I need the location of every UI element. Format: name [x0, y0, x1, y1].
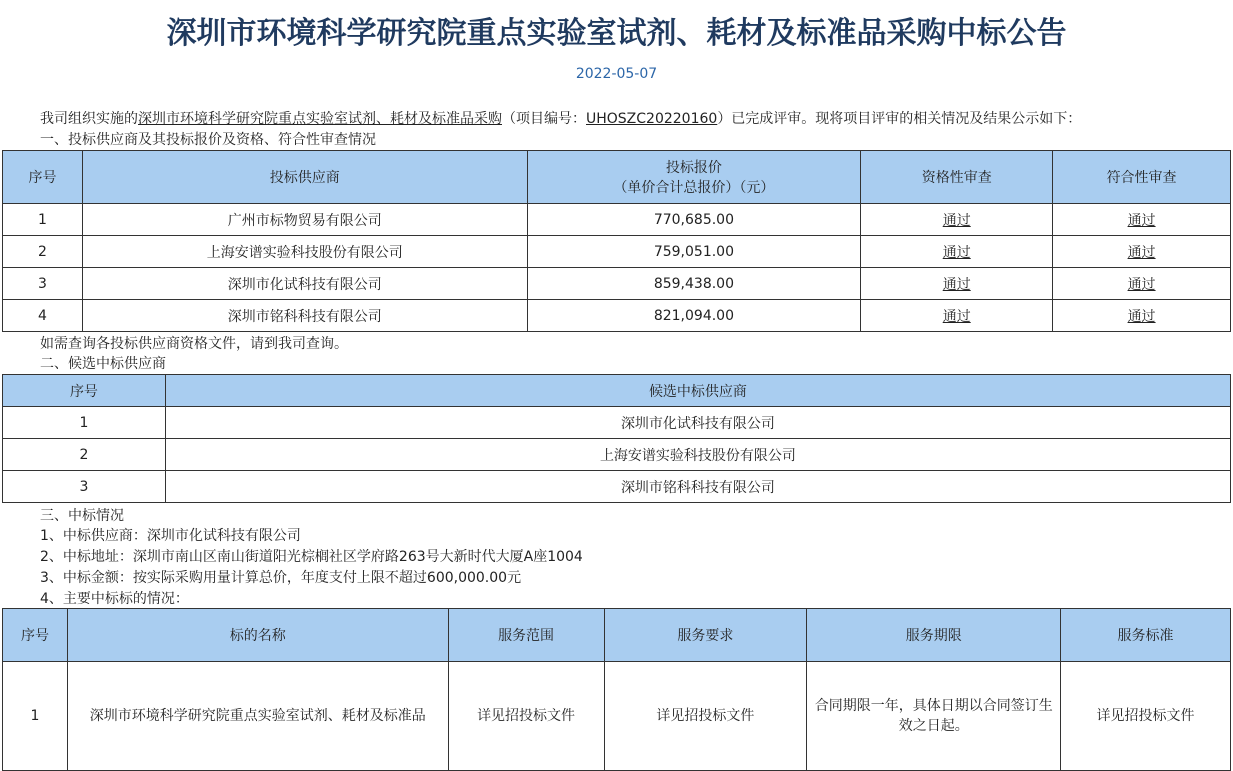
price-header-line2: （单价合计总报价）（元）	[613, 180, 775, 196]
row-qualification: 通过	[861, 300, 1053, 332]
section1-heading: 一、投标供应商及其投标报价及资格、符合性审查情况	[40, 132, 376, 148]
intro-paragraph	[40, 110, 1081, 128]
row-candidate: 上海安谱实验科技股份有限公司	[165, 439, 1230, 471]
section1-note: 如需查询各投标供应商资格文件，请到我司查询。	[40, 336, 348, 352]
col-header-no: 序号	[3, 375, 166, 407]
row-compliance: 通过	[1053, 204, 1231, 236]
col-header-scope: 服务范围	[448, 609, 604, 662]
publish-date: 2022-05-07	[575, 66, 658, 82]
col-header-supplier: 投标供应商	[82, 151, 527, 204]
row-price: 821,094.00	[527, 300, 861, 332]
award-items-table	[2, 608, 1231, 771]
table-row	[3, 236, 1231, 268]
amount-line: 3、中标金额：按实际采购用量计算总价，年度支付上限不超过600,000.00元	[40, 570, 522, 586]
table-row	[3, 204, 1231, 236]
col-header-candidate: 候选中标供应商	[165, 375, 1230, 407]
col-header-period: 服务期限	[807, 609, 1061, 662]
row-standard: 详见招投标文件	[1061, 662, 1231, 771]
section3-heading: 三、中标情况	[40, 508, 124, 524]
table-row	[3, 662, 1231, 771]
row-compliance: 通过	[1053, 268, 1231, 300]
row-no: 3	[3, 471, 166, 503]
row-no: 4	[3, 300, 83, 332]
row-candidate: 深圳市铭科科技有限公司	[165, 471, 1230, 503]
table-row	[3, 300, 1231, 332]
row-no: 1	[3, 204, 83, 236]
row-compliance: 通过	[1053, 300, 1231, 332]
address-line: 2、中标地址：深圳市南山区南山街道阳光棕榈社区学府路263号大新时代大厦A座1004	[40, 549, 583, 565]
row-price: 770,685.00	[527, 204, 861, 236]
row-period: 合同期限一年，具体日期以合同签订生效之日起。	[807, 662, 1061, 771]
row-no: 1	[3, 407, 166, 439]
row-supplier: 上海安谱实验科技股份有限公司	[82, 236, 527, 268]
bid-review-table	[2, 150, 1231, 332]
row-qualification: 通过	[861, 236, 1053, 268]
row-compliance: 通过	[1053, 236, 1231, 268]
row-supplier: 广州市标物贸易有限公司	[82, 204, 527, 236]
row-price: 859,438.00	[527, 268, 861, 300]
table-header-row	[3, 151, 1231, 204]
col-header-no: 序号	[3, 151, 83, 204]
row-supplier: 深圳市化试科技有限公司	[82, 268, 527, 300]
table-header-row	[3, 609, 1231, 662]
col-header-name: 标的名称	[67, 609, 448, 662]
page-title: 深圳市环境科学研究院重点实验室试剂、耗材及标准品采购中标公告	[166, 16, 1067, 51]
col-header-price	[527, 151, 861, 204]
intro-suffix: ）已完成评审。现将项目评审的相关情况及结果公示如下：	[717, 111, 1082, 127]
table-header-row	[3, 375, 1231, 407]
col-header-requirement: 服务要求	[604, 609, 807, 662]
section2-heading: 二、候选中标供应商	[40, 356, 166, 372]
col-header-qualification: 资格性审查	[861, 151, 1053, 204]
table-row	[3, 407, 1231, 439]
row-no: 2	[3, 236, 83, 268]
project-code: UHOSZC20220160	[586, 111, 718, 127]
project-name-link[interactable]: 深圳市环境科学研究院重点实验室试剂、耗材及标准品采购	[138, 111, 502, 127]
winner-line: 1、中标供应商：深圳市化试科技有限公司	[40, 528, 301, 544]
candidate-table	[2, 374, 1231, 503]
row-scope: 详见招投标文件	[448, 662, 604, 771]
table-row	[3, 439, 1231, 471]
main-items-line: 4、主要中标标的情况：	[40, 591, 189, 607]
row-no: 1	[3, 662, 68, 771]
row-qualification: 通过	[861, 268, 1053, 300]
price-header-line1: 投标报价	[665, 160, 722, 176]
row-no: 3	[3, 268, 83, 300]
table-row	[3, 268, 1231, 300]
row-qualification: 通过	[861, 204, 1053, 236]
row-price: 759,051.00	[527, 236, 861, 268]
table-row	[3, 471, 1231, 503]
intro-mid: （项目编号：	[502, 111, 586, 127]
col-header-compliance: 符合性审查	[1053, 151, 1231, 204]
row-no: 2	[3, 439, 166, 471]
row-supplier: 深圳市铭科科技有限公司	[82, 300, 527, 332]
row-requirement: 详见招投标文件	[604, 662, 807, 771]
col-header-standard: 服务标准	[1061, 609, 1231, 662]
row-candidate: 深圳市化试科技有限公司	[165, 407, 1230, 439]
row-name: 深圳市环境科学研究院重点实验室试剂、耗材及标准品	[67, 662, 448, 771]
intro-prefix: 我司组织实施的	[40, 111, 138, 127]
col-header-no: 序号	[3, 609, 68, 662]
